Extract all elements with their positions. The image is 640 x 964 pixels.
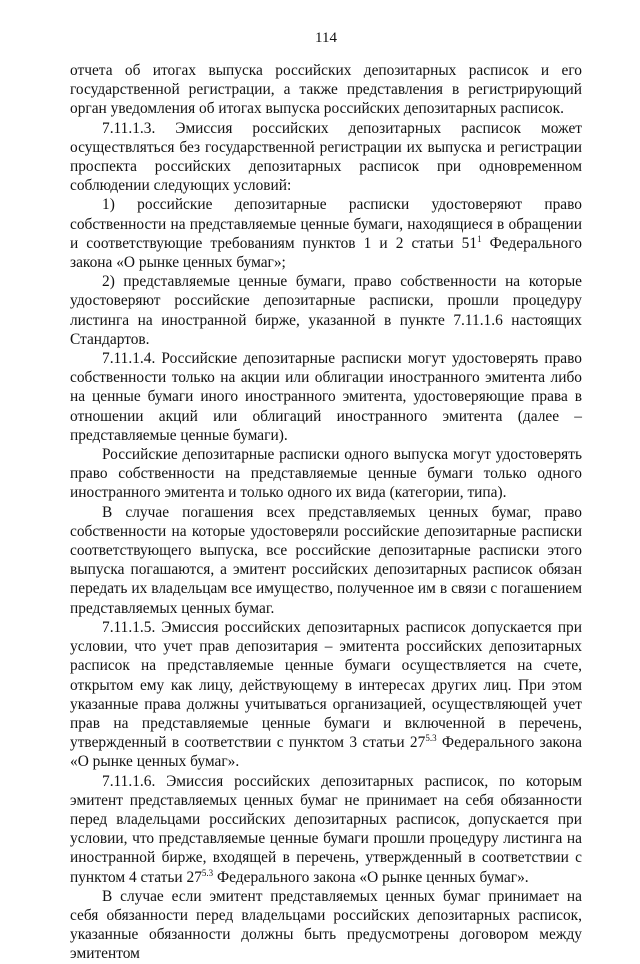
footnote-superscript: 5.3 <box>425 732 437 743</box>
paragraph-issuer-obligations <box>70 887 582 964</box>
paragraph-text-tail: Федерального закона «О рынке ценных бумаг»; <box>70 234 582 272</box>
paragraph-7-11-1-3 <box>70 119 582 196</box>
paragraph-text: 7.11.1.4. Российские депозитарные расписки могут удостоверять право собственности только на акции или облигации иностранного эмитента либо на ценные бумаги иного иностранного эмитента, удостоверяющие права в отношении акций или облигаций иностранного эмитента (далее – представляемые ценные бумаги). <box>70 350 582 444</box>
paragraph-text: В случае погашения всех представляемых ценных бумаг, право собственности на которые удостоверяли российские депозитарные расписки соответствующего выпуска, все российские депозитарные расписки этого выпуска погашаются, а эмитент российских депозитарных расписок обязан передать их владельцам все имущество, полученное им в связи с погашением представляемых ценных бумаг. <box>70 503 582 617</box>
paragraph-text: Российские депозитарные расписки одного выпуска могут удостоверять право собственности на представляемые ценные бумаги только одного иностранного эмитента и только одного их вида (категории, типа). <box>70 446 582 502</box>
footnote-superscript: 5.3 <box>201 867 214 878</box>
paragraph-text: 7.11.1.5. Эмиссия российских депозитарных расписок допускается при условии, что учет прав депозитария – эмитента российских депозитарных расписок на представляемые ценные бумаги осуществляется на счете, открытом ему как лицу, действующему в интересах других лиц. При этом указанные права должны учитываться организацией, осуществляющей учет прав на представляемые ценные бумаги и включенной в перечень, утвержденный в соответствии с пунктом 3 статьи 27 <box>70 618 582 752</box>
paragraph-7-11-1-4 <box>70 349 582 445</box>
paragraph-text: 1) российские депозитарные расписки удостоверяют право собственности на представляемые ценные бумаги, находящиеся в обращении и соответствующие требованиям пунктов 1 и 2 статьи 51 <box>70 196 582 252</box>
condition-item-2 <box>70 272 582 349</box>
condition-item-1 <box>70 195 582 272</box>
paragraph-7-11-1-5 <box>70 618 582 772</box>
paragraph-text: 7.11.1.3. Эмиссия российских депозитарных расписок может осуществляться без государственной регистрации их выпуска и регистрации проспекта российских депозитарных расписок при одновременном соблюдении следующих условий: <box>70 119 582 195</box>
paragraph-text-tail: Федерального закона «О рынке ценных бумаг». <box>213 868 529 886</box>
paragraph-text: 2) представляемые ценные бумаги, право собственности на которые удостоверяют российские депозитарные расписки, прошли процедуру листинга на иностранной бирже, указанной в пункте 7.11.1.6 настоящих Стандартов. <box>70 273 582 348</box>
paragraph-single-issuer <box>70 445 582 503</box>
footnote-superscript: 1 <box>477 233 482 244</box>
paragraph-redemption <box>70 503 582 618</box>
paragraph-text-tail: Федерального закона «О рынке ценных бумаг». <box>70 734 582 771</box>
paragraph-text: 7.11.1.6. Эмиссия российских депозитарных расписок, по которым эмитент представляемых ценных бумаг не принимает на себя обязанности перед владельцами российских депозитарных расписок, допускается при условии, что представляемые ценные бумаги прошли процедуру листинга на иностранной бирже, входящей в перечень, утвержденный в соответствии с пунктом 4 статьи 27 <box>70 772 582 886</box>
paragraph-7-11-1-6 <box>70 772 582 887</box>
paragraph-text: В случае если эмитент представляемых ценных бумаг принимает на себя обязанности перед владельцами российских депозитарных расписок, указанные обязанности должны быть предусмотрены договором между эмитентом <box>70 887 582 963</box>
paragraph-continuation <box>70 61 582 119</box>
paragraph-text: отчета об итогах выпуска российских депозитарных расписок и его государственной регистрации, а также представления в регистрирующий орган уведомления об итогах выпуска российских депозитарных расписок. <box>70 62 582 118</box>
page-number: 114 <box>315 30 337 46</box>
